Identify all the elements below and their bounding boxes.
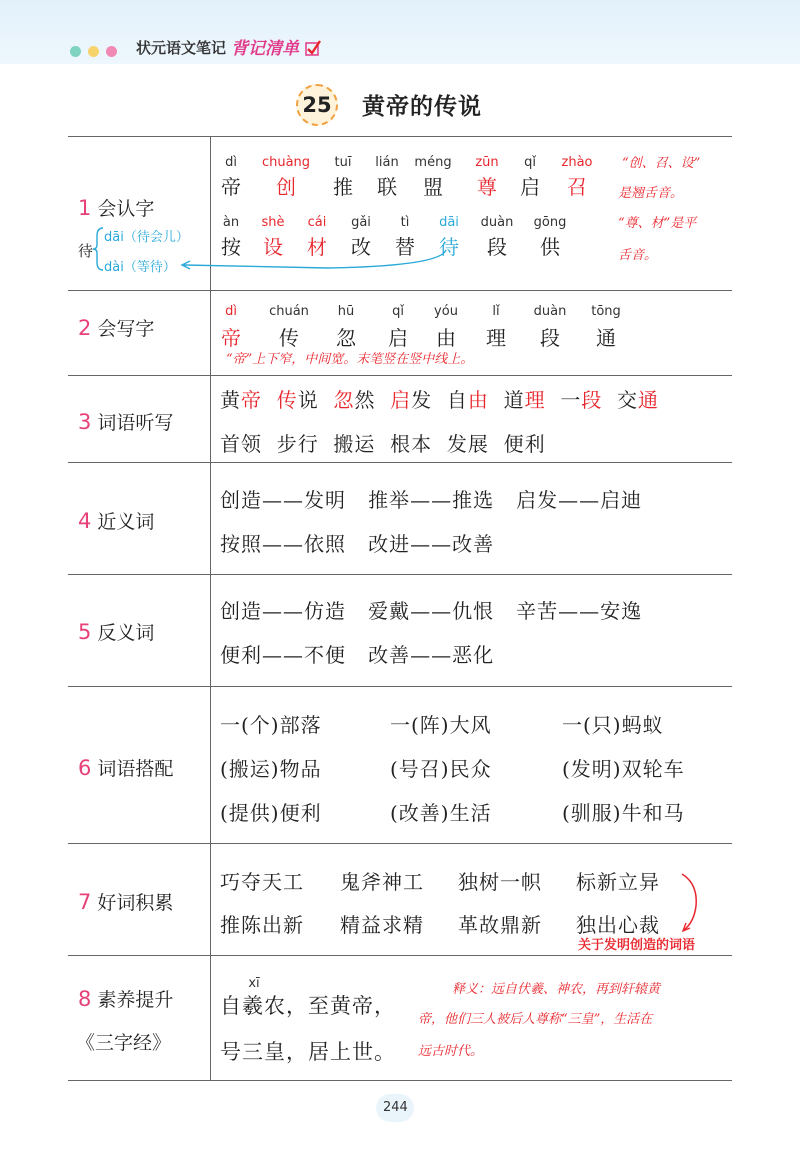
pinyin: chuàng xyxy=(261,155,311,170)
character: 段 xyxy=(487,235,507,259)
page-number: 244 xyxy=(383,1100,408,1115)
character: 启 xyxy=(388,326,408,350)
character: 待 xyxy=(439,235,459,259)
section-7-label: 7 好词积累 xyxy=(78,890,174,914)
collocation-item: (搬运)物品 xyxy=(220,757,322,781)
note-retroflex-2: 是翘舌音。 xyxy=(618,186,684,201)
pinyin: zūn xyxy=(475,155,499,170)
character: 设 xyxy=(263,235,283,259)
dictation-char xyxy=(262,388,277,412)
character: 推 xyxy=(333,175,353,199)
collocation-item: 一(阵)大风 xyxy=(390,713,492,737)
character: 帝 xyxy=(221,175,241,199)
pinyin: dì xyxy=(225,155,237,170)
checkmark-icon xyxy=(305,40,321,56)
collocation-item: (改善)生活 xyxy=(390,801,492,825)
character: 启 xyxy=(520,175,540,199)
note-explanation-3: 远古时代。 xyxy=(418,1044,484,1059)
tag-label: 背记清单 xyxy=(231,39,299,59)
collocation-item: (号召)民众 xyxy=(390,757,492,781)
arrow-icon xyxy=(178,248,454,272)
collocation-item: (发明)双轮车 xyxy=(562,757,685,781)
pinyin: chuán xyxy=(269,304,309,319)
pinyin: lián xyxy=(375,155,399,170)
pinyin: lǐ xyxy=(492,304,500,319)
pinyin: duàn xyxy=(480,215,514,230)
dictation-line-2: 首领 步行 搬运 根本 发展 便利 xyxy=(220,432,546,456)
character: 改 xyxy=(351,235,371,259)
character: 段 xyxy=(540,326,560,350)
word-item: 巧夺天工 xyxy=(220,870,304,894)
polyphone-reading-1: dāi（待会儿） xyxy=(104,230,189,245)
character: 传 xyxy=(279,326,299,350)
polyphone-reading-2: dài（等待） xyxy=(104,260,176,275)
character: 创 xyxy=(276,175,296,199)
pinyin: qǐ xyxy=(392,304,404,319)
note-write: “帝”上下窄，中间宽。末笔竖在竖中线上。 xyxy=(226,352,474,367)
dictation-char: 启 xyxy=(390,388,412,412)
note-invention-words: 关于发明创造的词语 xyxy=(578,938,696,953)
word-item: 精益求精 xyxy=(340,913,424,937)
dictation-char: 段 xyxy=(581,388,603,412)
character: 按 xyxy=(221,235,241,259)
synonyms-line-2: 按照——依照 改进——改善 xyxy=(220,532,495,556)
note-explanation-2: 帝，他们三人被后人尊称“三皇”，生活在 xyxy=(418,1012,653,1027)
dictation-char: 由 xyxy=(467,388,489,412)
dictation-char: 帝 xyxy=(241,388,262,412)
divider xyxy=(68,686,732,687)
divider xyxy=(68,574,732,575)
header-bar xyxy=(0,0,800,64)
character: 材 xyxy=(307,235,327,259)
dictation-char: 然 xyxy=(354,388,376,412)
word-item: 推陈出新 xyxy=(220,913,304,937)
dictation-char xyxy=(602,388,617,412)
section-5-label: 5 反义词 xyxy=(78,620,155,644)
character: 联 xyxy=(377,175,397,199)
character: 供 xyxy=(540,235,560,259)
pinyin: dì xyxy=(225,304,237,319)
word-item: 革故鼎新 xyxy=(458,913,542,937)
classic-line-2: 号三皇，居上世。 xyxy=(220,1040,396,1064)
dictation-char: 黄 xyxy=(220,388,241,412)
section-3-label: 3 词语听写 xyxy=(78,410,174,434)
character: 盟 xyxy=(423,175,443,199)
word-item: 鬼斧神工 xyxy=(340,870,424,894)
section-6-label: 6 词语搭配 xyxy=(78,756,174,780)
dot-icon xyxy=(88,46,99,57)
brand-title: 状元语文笔记 xyxy=(136,39,227,57)
section-2-label: 2 会写字 xyxy=(78,316,155,340)
dictation-char: 一 xyxy=(560,388,582,412)
collocation-item: 一(个)部落 xyxy=(220,713,322,737)
bracket-arrow-icon xyxy=(676,870,702,936)
dictation-char: 忽 xyxy=(333,388,355,412)
character: 召 xyxy=(567,175,587,199)
brace-icon xyxy=(92,226,104,272)
dictation-line-1 xyxy=(220,384,659,413)
section-1-label: 1 会认字 xyxy=(78,196,155,220)
dictation-char: 自 xyxy=(446,388,468,412)
dictation-char xyxy=(432,388,447,412)
note-flat-1: “尊、材”是平 xyxy=(618,216,697,231)
dot-icon xyxy=(106,46,117,57)
dictation-char: 说 xyxy=(297,388,319,412)
word-item: 独出心裁 xyxy=(576,913,660,937)
collocation-item: (驯服)牛和马 xyxy=(562,801,685,825)
dot-icon xyxy=(70,46,81,57)
pinyin: tì xyxy=(400,215,410,230)
divider xyxy=(68,290,732,291)
character: 理 xyxy=(486,326,506,350)
character: 尊 xyxy=(477,175,497,199)
antonyms-line-1: 创造——仿造 爱戴——仇恨 辛苦——安逸 xyxy=(220,599,643,623)
character: 忽 xyxy=(336,326,356,350)
pinyin: zhào xyxy=(561,155,593,170)
lesson-header xyxy=(0,80,800,132)
note-explanation-1: 释义：远自伏羲、神农，再到轩辕黄 xyxy=(452,982,661,997)
synonyms-line-1: 创造——发明 推举——推选 启发——启迪 xyxy=(220,488,643,512)
pinyin: hū xyxy=(337,304,355,319)
pinyin: tōng xyxy=(591,304,621,319)
antonyms-line-2: 便利——不便 改善——恶化 xyxy=(220,643,495,667)
character: 通 xyxy=(596,326,616,350)
lesson-title: 黄帝的传说 xyxy=(362,94,482,120)
pinyin: xī xyxy=(248,976,260,991)
dictation-char xyxy=(489,388,504,412)
pinyin: gōng xyxy=(533,215,567,230)
divider xyxy=(68,462,732,463)
word-item: 独树一帜 xyxy=(458,870,542,894)
pinyin: duàn xyxy=(533,304,567,319)
classic-title: 《三字经》 xyxy=(76,1032,172,1054)
word-item: 标新立异 xyxy=(576,870,660,894)
dictation-char: 传 xyxy=(276,388,298,412)
section-tag xyxy=(231,34,321,59)
polyphone-char: 待 xyxy=(78,242,95,260)
character: 由 xyxy=(436,326,456,350)
divider xyxy=(68,1080,732,1081)
dictation-char xyxy=(546,388,561,412)
pinyin: qǐ xyxy=(524,155,536,170)
pinyin: méng xyxy=(414,155,452,170)
column-divider xyxy=(210,136,211,1080)
dictation-char: 理 xyxy=(524,388,546,412)
character: 替 xyxy=(395,235,415,259)
divider xyxy=(68,375,732,376)
pinyin: gǎi xyxy=(351,215,371,230)
section-4-label: 4 近义词 xyxy=(78,509,155,533)
dictation-char: 道 xyxy=(503,388,525,412)
collocation-item: 一(只)蚂蚁 xyxy=(562,713,664,737)
dictation-char: 通 xyxy=(638,388,660,412)
pinyin: dāi xyxy=(439,215,459,230)
lesson-number: 25 xyxy=(296,84,338,126)
note-flat-2: 舌音。 xyxy=(618,248,658,263)
header-dots xyxy=(70,41,124,60)
pinyin: àn xyxy=(222,215,240,230)
dictation-char: 交 xyxy=(617,388,639,412)
pinyin: tuī xyxy=(334,155,352,170)
dictation-char xyxy=(319,388,334,412)
character: 帝 xyxy=(221,326,241,350)
section-8-label: 8 素养提升 xyxy=(78,987,174,1011)
note-retroflex-1: “创、召、设” xyxy=(622,156,701,171)
dictation-char: 发 xyxy=(411,388,433,412)
pinyin: shè xyxy=(261,215,285,230)
pinyin: yóu xyxy=(434,304,458,319)
divider xyxy=(68,843,732,844)
classic-line-1: 自羲农，至黄帝， xyxy=(220,994,396,1018)
divider xyxy=(68,136,732,137)
collocation-item: (提供)便利 xyxy=(220,801,322,825)
divider xyxy=(68,955,732,956)
pinyin: cái xyxy=(307,215,327,230)
dictation-char xyxy=(375,388,390,412)
